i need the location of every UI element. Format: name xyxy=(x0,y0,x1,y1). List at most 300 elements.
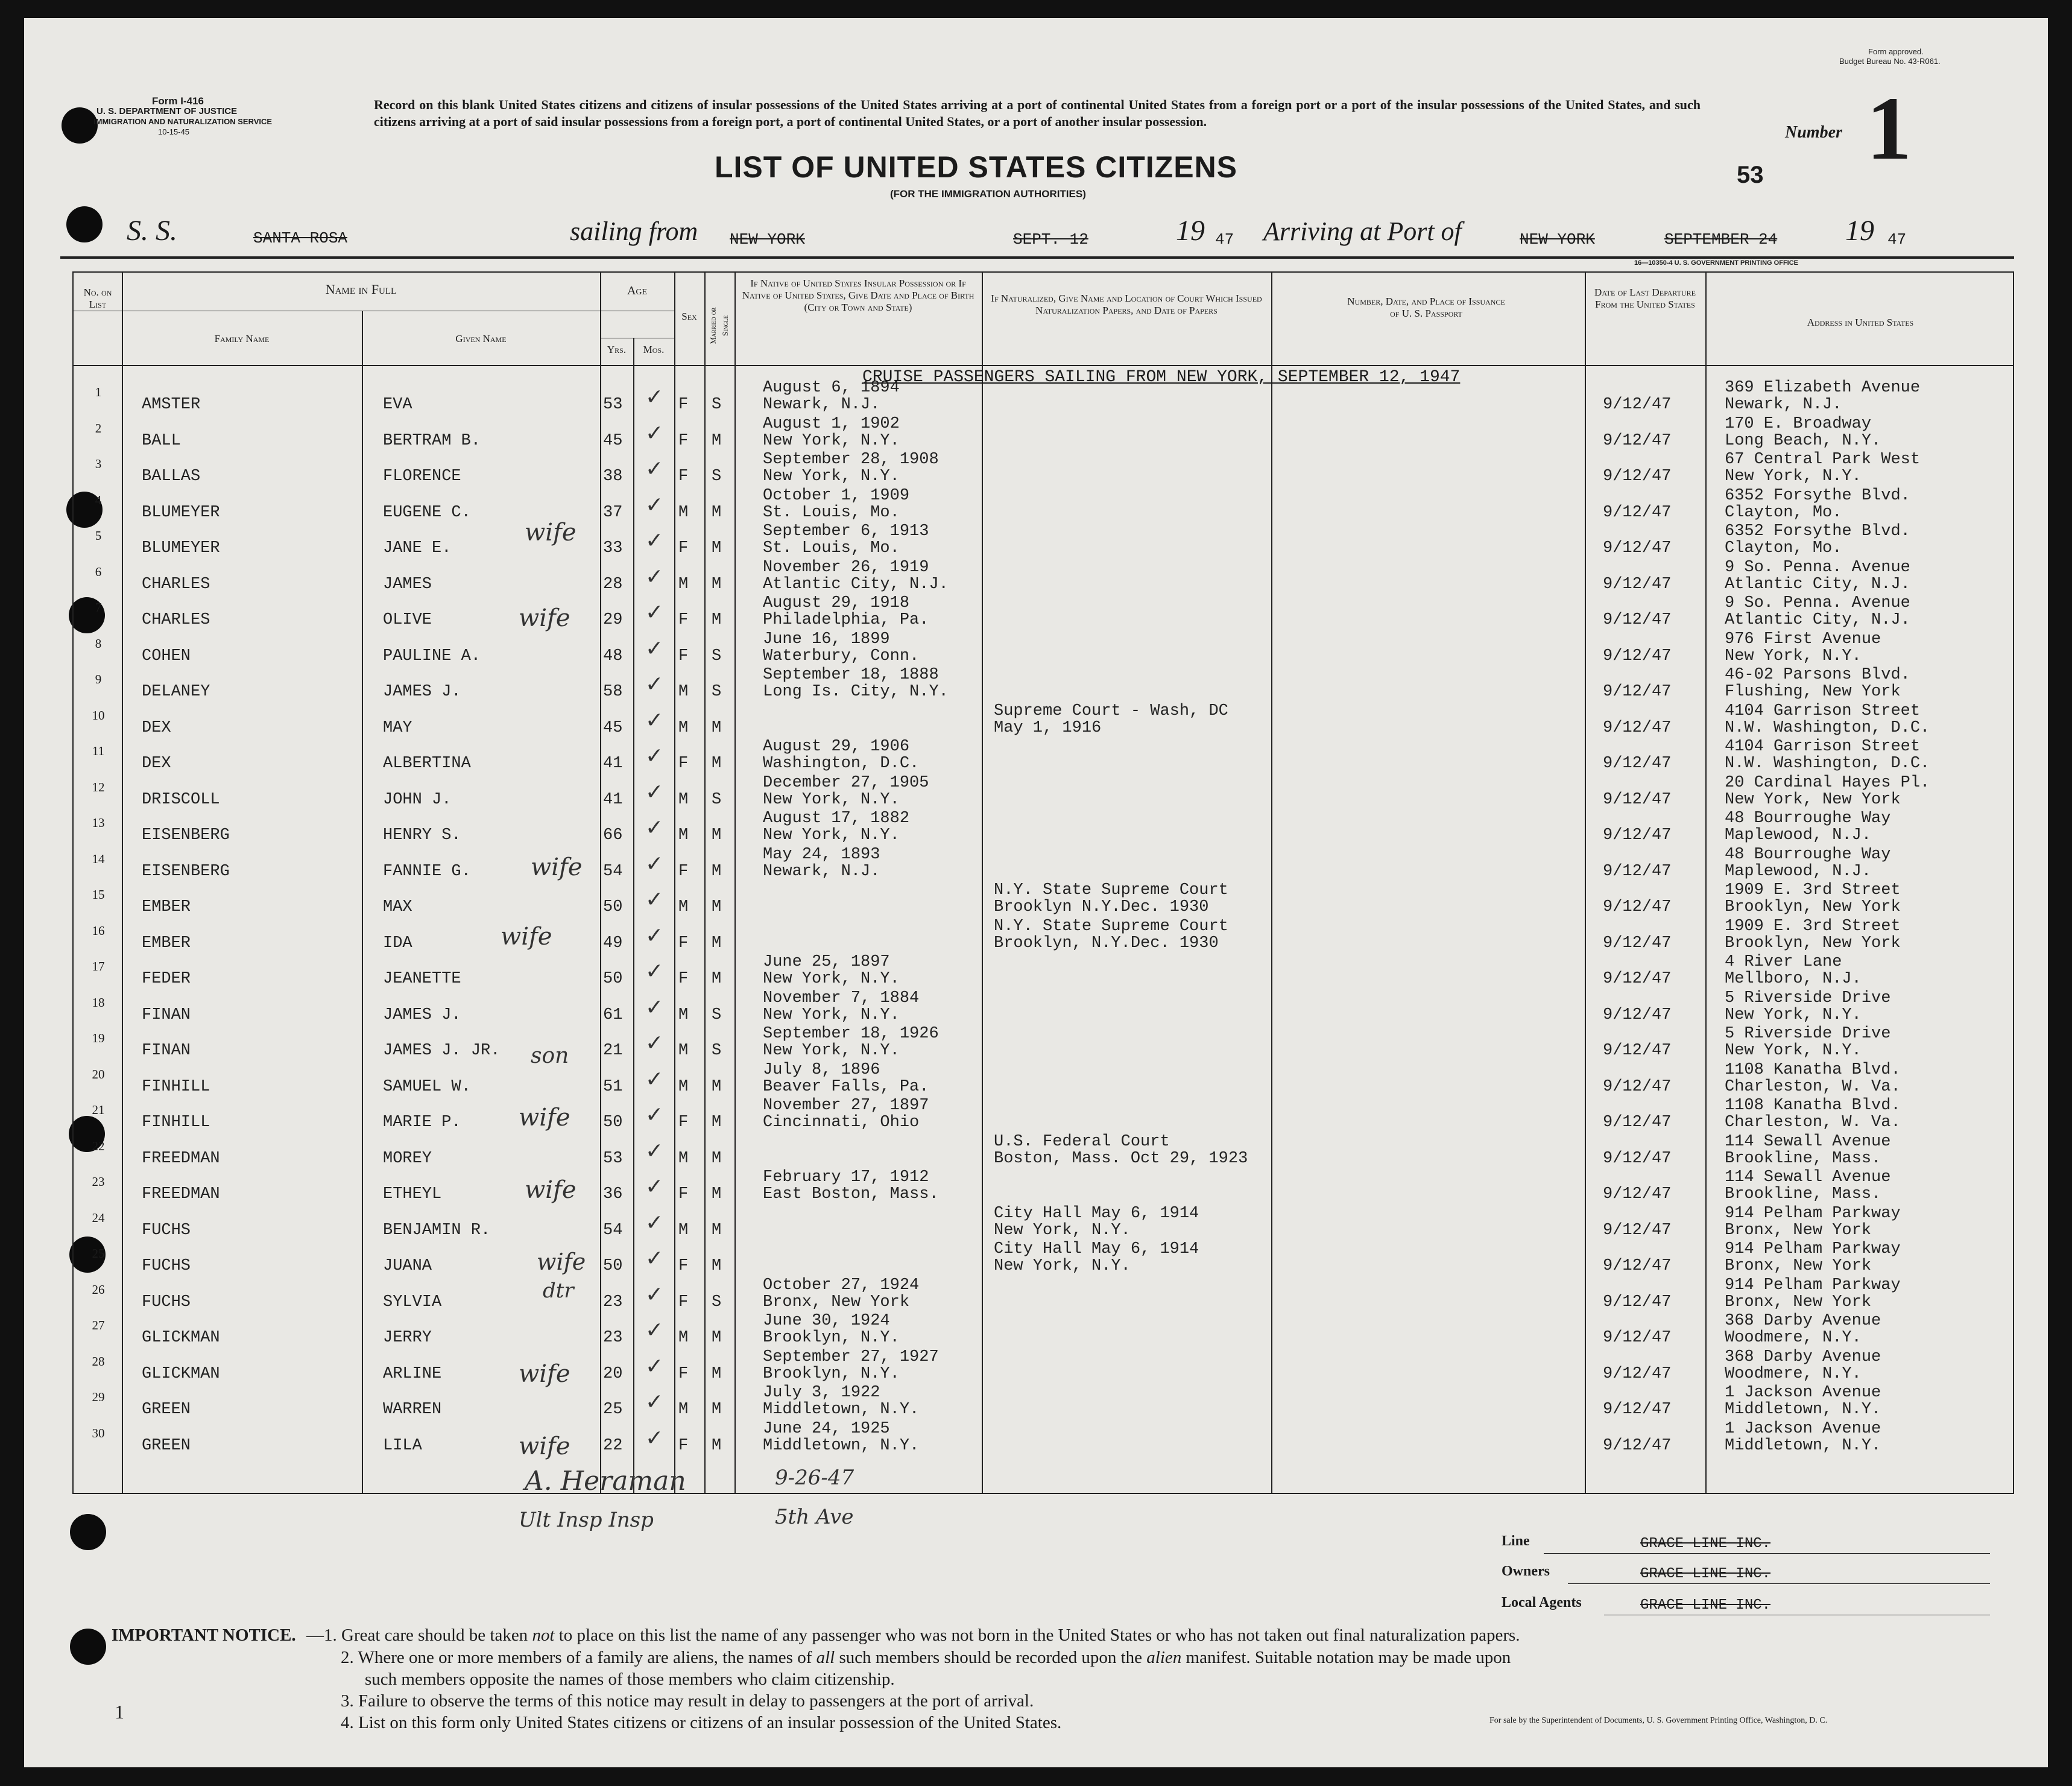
row-addr2: New York, N.Y. xyxy=(1725,467,1862,486)
table-top-rule xyxy=(72,271,2014,273)
row-addr1: 1 Jackson Avenue xyxy=(1725,1419,1881,1438)
row-family: FREEDMAN xyxy=(142,1149,220,1168)
row-birth1: February 17, 1912 xyxy=(763,1168,929,1186)
arrive-date: SEPTEMBER 24 xyxy=(1664,230,1778,249)
row-ms: M xyxy=(712,1401,722,1419)
row-age: 21 xyxy=(603,1042,623,1060)
row-given: JEANETTE xyxy=(383,970,461,988)
row-family: EMBER xyxy=(142,934,191,952)
row-sex: F xyxy=(678,862,689,881)
row-dep: 9/12/47 xyxy=(1603,718,1672,737)
row-addr1: 48 Bourroughe Way xyxy=(1725,809,1891,828)
row-sex: M xyxy=(678,1005,689,1024)
row-birth1: August 17, 1882 xyxy=(763,809,910,828)
punch-hole xyxy=(70,1629,106,1665)
notice-text: such members should be recorded upon the xyxy=(835,1648,1147,1667)
row-nat2: Brooklyn, N.Y.Dec. 1930 xyxy=(994,934,1219,952)
row-addr2: New York, N.Y. xyxy=(1725,647,1862,665)
col-rule xyxy=(72,271,74,1493)
row-ms: M xyxy=(712,575,722,594)
row-addr2: Clayton, Mo. xyxy=(1725,503,1842,522)
row-birth1: October 1, 1909 xyxy=(763,486,910,505)
row-ms: S xyxy=(712,1005,722,1024)
row-dep: 9/12/47 xyxy=(1603,755,1672,773)
row-addr1: 369 Elizabeth Avenue xyxy=(1725,379,1921,397)
row-sex: M xyxy=(678,1401,689,1419)
notice-item-3: 3. Failure to observe the terms of this notice may result in delay to passengers at the port of arrival. xyxy=(341,1691,1034,1711)
row-birth2: Washington, D.C. xyxy=(763,755,920,773)
punch-hole xyxy=(70,1514,106,1550)
row-birth1: November 27, 1897 xyxy=(763,1097,929,1115)
row-addr2: Bronx, New York xyxy=(1725,1221,1872,1240)
row-ms: M xyxy=(712,718,722,737)
row-addr2: Maplewood, N.J. xyxy=(1725,826,1872,844)
row-addr2: Long Beach, N.Y. xyxy=(1725,431,1881,450)
row-no: 12 xyxy=(92,779,105,794)
number-label: Number xyxy=(1785,123,1842,142)
owners-label: Owners xyxy=(1502,1563,1550,1579)
col-rule xyxy=(734,271,736,1493)
check-mark-icon: ✓ xyxy=(645,1103,664,1127)
from-port: NEW YORK xyxy=(730,230,805,249)
row-sex: F xyxy=(678,1113,689,1132)
row-dep: 9/12/47 xyxy=(1603,826,1672,844)
row-family: FEDER xyxy=(142,970,191,988)
row-dep: 9/12/47 xyxy=(1603,431,1672,450)
row-addr2: N.W. Washington, D.C. xyxy=(1725,718,1930,737)
row-family: FUCHS xyxy=(142,1257,191,1275)
line-value: GRACE LINE INC. xyxy=(1640,1536,1771,1552)
row-addr1: 914 Pelham Parkway xyxy=(1725,1240,1901,1258)
row-birth1: July 3, 1922 xyxy=(763,1384,880,1402)
col-rule xyxy=(122,271,123,1493)
row-nat2: New York, N.Y. xyxy=(994,1257,1131,1275)
notice-item-1 xyxy=(306,1626,1520,1645)
date-code: 10-15-45 xyxy=(158,127,190,136)
row-addr1: 1909 E. 3rd Street xyxy=(1725,917,1901,936)
row-given: JAMES J. JR. xyxy=(383,1042,501,1060)
row-sex: F xyxy=(678,1364,689,1383)
sail-date: SEPT. 12 xyxy=(1013,230,1088,249)
check-mark-icon: ✓ xyxy=(645,528,664,553)
row-no: 26 xyxy=(92,1282,105,1297)
row-nat1: U.S. Federal Court xyxy=(994,1132,1170,1151)
row-given: JOHN J. xyxy=(383,790,452,809)
col-rule xyxy=(674,271,675,1493)
row-given: JAMES xyxy=(383,575,432,594)
row-ms: M xyxy=(712,934,722,952)
header-no-on-list: No. on List xyxy=(83,287,112,310)
handwritten-note: wife xyxy=(501,923,552,951)
check-mark-icon: ✓ xyxy=(645,564,664,589)
notice-text: manifest. Suitable notation may be made upon xyxy=(1181,1648,1511,1667)
row-addr1: 9 So. Penna. Avenue xyxy=(1725,594,1910,612)
row-sex: M xyxy=(678,683,689,701)
notice-item-2 xyxy=(341,1648,1511,1668)
row-age: 23 xyxy=(603,1329,623,1347)
check-mark-icon: ✓ xyxy=(645,672,664,697)
row-family: DEX xyxy=(142,718,171,737)
row-birth2: East Boston, Mass. xyxy=(763,1185,939,1203)
budget-note: Budget Bureau No. 43-R061. xyxy=(1839,57,1941,66)
page-title: LIST OF UNITED STATES CITIZENS xyxy=(715,150,1238,184)
row-addr1: 4104 Garrison Street xyxy=(1725,738,1921,756)
row-addr2: Mellboro, N.J. xyxy=(1725,970,1862,988)
row-birth2: New York, N.Y. xyxy=(763,826,900,844)
row-dep: 9/12/47 xyxy=(1603,1257,1672,1275)
row-ms: M xyxy=(712,1221,722,1240)
row-given: MAY xyxy=(383,718,412,737)
row-no: 18 xyxy=(92,995,105,1010)
handwritten-note: wife xyxy=(531,853,583,881)
row-age: 41 xyxy=(603,755,623,773)
punch-hole xyxy=(62,107,98,144)
row-ms: S xyxy=(712,683,722,701)
row-addr1: 20 Cardinal Hayes Pl. xyxy=(1725,773,1930,792)
arrive-year-suffix: 47 xyxy=(1887,230,1907,249)
row-family: DRISCOLL xyxy=(142,790,220,809)
row-sex: F xyxy=(678,934,689,952)
row-age: 50 xyxy=(603,898,623,916)
row-addr1: 914 Pelham Parkway xyxy=(1725,1276,1901,1294)
row-nat2: New York, N.Y. xyxy=(994,1221,1131,1240)
check-mark-icon: ✓ xyxy=(645,1210,664,1235)
row-no: 3 xyxy=(95,457,102,471)
row-no: 27 xyxy=(92,1318,105,1332)
row-addr2: Atlantic City, N.J. xyxy=(1725,611,1910,629)
row-birth1: July 8, 1896 xyxy=(763,1060,880,1079)
row-dep: 9/12/47 xyxy=(1603,396,1672,414)
row-birth1: June 25, 1897 xyxy=(763,953,890,971)
row-addr2: Charleston, W. Va. xyxy=(1725,1113,1901,1132)
check-mark-icon: ✓ xyxy=(645,1174,664,1199)
row-birth2: Brooklyn, N.Y. xyxy=(763,1329,900,1347)
row-age: 22 xyxy=(603,1436,623,1455)
row-birth1: June 24, 1925 xyxy=(763,1419,890,1438)
row-dep: 9/12/47 xyxy=(1603,1364,1672,1383)
row-no: 13 xyxy=(92,815,105,830)
row-family: BALLAS xyxy=(142,467,201,486)
row-addr2: Charleston, W. Va. xyxy=(1725,1077,1901,1096)
row-age: 66 xyxy=(603,826,623,844)
notice-emphasis: all xyxy=(816,1648,835,1667)
row-ms: M xyxy=(712,898,722,916)
col-rule xyxy=(1705,271,1707,1493)
row-family: FINHILL xyxy=(142,1113,210,1132)
row-given: BENJAMIN R. xyxy=(383,1221,491,1240)
row-addr1: 1909 E. 3rd Street xyxy=(1725,881,1901,899)
check-mark-icon: ✓ xyxy=(645,708,664,733)
row-ms: M xyxy=(712,862,722,881)
header-mos: Mos. xyxy=(643,344,665,355)
handwritten-note: wife xyxy=(519,1104,570,1132)
check-mark-icon: ✓ xyxy=(645,779,664,805)
row-age: 54 xyxy=(603,862,623,881)
handwritten-note: wife xyxy=(519,604,570,632)
row-sex: F xyxy=(678,647,689,665)
row-age: 33 xyxy=(603,539,623,557)
row-no: 20 xyxy=(92,1066,105,1081)
row-ms: M xyxy=(712,539,722,557)
row-birth1: June 16, 1899 xyxy=(763,630,890,648)
row-addr2: Newark, N.J. xyxy=(1725,396,1842,414)
check-mark-icon: ✓ xyxy=(645,1138,664,1164)
row-age: 45 xyxy=(603,431,623,450)
notice-title: IMPORTANT NOTICE. xyxy=(112,1626,296,1645)
department: U. S. DEPARTMENT OF JUSTICE xyxy=(96,106,238,116)
row-given: LILA xyxy=(383,1436,422,1455)
page-subtitle: (FOR THE IMMIGRATION AUTHORITIES) xyxy=(890,188,1086,200)
row-birth2: Beaver Falls, Pa. xyxy=(763,1077,929,1096)
check-mark-icon: ✓ xyxy=(645,744,664,768)
row-nat1: City Hall May 6, 1914 xyxy=(994,1204,1199,1223)
punch-hole xyxy=(66,206,103,242)
row-birth1: August 29, 1906 xyxy=(763,738,910,756)
row-age: 41 xyxy=(603,790,623,809)
row-no: 16 xyxy=(92,923,105,938)
row-addr1: 368 Darby Avenue xyxy=(1725,1312,1881,1330)
row-addr1: 976 First Avenue xyxy=(1725,630,1881,648)
row-ms: M xyxy=(712,431,722,450)
row-birth2: New York, N.Y. xyxy=(763,970,900,988)
row-dep: 9/12/47 xyxy=(1603,1401,1672,1419)
col-rule xyxy=(362,311,363,1493)
row-addr1: 1 Jackson Avenue xyxy=(1725,1384,1881,1402)
row-addr1: 6352 Forsythe Blvd. xyxy=(1725,522,1910,540)
service: IMMIGRATION AND NATURALIZATION SERVICE xyxy=(93,117,273,126)
row-addr2: New York, New York xyxy=(1725,790,1901,809)
row-age: 29 xyxy=(603,611,623,629)
row-dep: 9/12/47 xyxy=(1603,970,1672,988)
row-given: PAULINE A. xyxy=(383,647,481,665)
line-rule xyxy=(1544,1553,1990,1554)
row-addr1: 114 Sewall Avenue xyxy=(1725,1132,1891,1151)
row-age: 51 xyxy=(603,1077,623,1096)
handwritten-note: wife xyxy=(537,1249,586,1275)
row-no: 8 xyxy=(95,636,102,651)
row-birth1: May 24, 1893 xyxy=(763,845,880,864)
row-age: 36 xyxy=(603,1185,623,1203)
row-family: EISENBERG xyxy=(142,862,230,881)
approval-note: Form approved. xyxy=(1868,47,1924,56)
row-given: JUANA xyxy=(383,1257,432,1275)
row-addr2: New York, N.Y. xyxy=(1725,1005,1862,1024)
check-mark-icon: ✓ xyxy=(645,887,664,912)
header-passport: Number, Date, and Place of Issuance of U. S. Passport xyxy=(1347,296,1505,319)
row-dep: 9/12/47 xyxy=(1603,862,1672,881)
handwritten-note: wife xyxy=(525,1176,576,1204)
row-dep: 9/12/47 xyxy=(1603,1185,1672,1203)
row-sex: M xyxy=(678,1221,689,1240)
row-given: EVA xyxy=(383,396,412,414)
row-no: 21 xyxy=(92,1103,105,1117)
row-addr1: 1108 Kanatha Blvd. xyxy=(1725,1060,1901,1079)
row-ms: M xyxy=(712,1329,722,1347)
row-age: 20 xyxy=(603,1364,623,1383)
row-birth2: New York, N.Y. xyxy=(763,1042,900,1060)
check-mark-icon: ✓ xyxy=(645,923,664,948)
row-addr2: Atlantic City, N.J. xyxy=(1725,575,1910,594)
row-given: JERRY xyxy=(383,1329,432,1347)
row-birth1: September 18, 1888 xyxy=(763,666,939,684)
row-addr2: Bronx, New York xyxy=(1725,1293,1872,1311)
row-dep: 9/12/47 xyxy=(1603,1005,1672,1024)
row-ms: S xyxy=(712,467,722,486)
agents-value: GRACE LINE INC. xyxy=(1640,1597,1771,1613)
row-age: 25 xyxy=(603,1401,623,1419)
row-addr1: 5 Riverside Drive xyxy=(1725,989,1891,1007)
row-nat2: Boston, Mass. Oct 29, 1923 xyxy=(994,1149,1248,1168)
notice-text: —1. Great care should be taken xyxy=(306,1626,532,1645)
row-family: GREEN xyxy=(142,1436,191,1455)
row-sex: F xyxy=(678,1185,689,1203)
row-age: 49 xyxy=(603,934,623,952)
row-addr1: 6352 Forsythe Blvd. xyxy=(1725,486,1910,505)
header-name-in-full: Name in Full xyxy=(325,282,397,297)
row-ms: M xyxy=(712,503,722,522)
header-married: Married or Single xyxy=(709,307,730,344)
table-bottom-rule xyxy=(72,1493,2014,1494)
row-ms: S xyxy=(712,1293,722,1311)
row-family: EMBER xyxy=(142,898,191,916)
row-family: CHARLES xyxy=(142,611,210,629)
row-age: 28 xyxy=(603,575,623,594)
row-no: 22 xyxy=(92,1138,105,1153)
row-nat1: Supreme Court - Wash, DC xyxy=(994,701,1228,720)
check-mark-icon: ✓ xyxy=(645,636,664,661)
year-prefix: 19 xyxy=(1176,215,1205,247)
check-mark-icon: ✓ xyxy=(645,385,664,410)
col-rule xyxy=(982,271,983,1493)
row-sex: F xyxy=(678,431,689,450)
row-family: FREEDMAN xyxy=(142,1185,220,1203)
row-age: 53 xyxy=(603,396,623,414)
row-no: 29 xyxy=(92,1390,105,1404)
row-ms: S xyxy=(712,1042,722,1060)
row-addr2: Brookline, Mass. xyxy=(1725,1149,1881,1168)
col-rule xyxy=(600,271,601,1493)
row-no: 23 xyxy=(92,1174,105,1189)
check-mark-icon: ✓ xyxy=(645,1031,664,1056)
row-given: SAMUEL W. xyxy=(383,1077,471,1096)
row-birth2: Newark, N.J. xyxy=(763,396,880,414)
row-addr1: 4 River Lane xyxy=(1725,953,1842,971)
row-addr1: 368 Darby Avenue xyxy=(1725,1347,1881,1366)
row-birth2: Cincinnati, Ohio xyxy=(763,1113,920,1132)
row-dep: 9/12/47 xyxy=(1603,1042,1672,1060)
header-address: Address in United States xyxy=(1807,317,1914,328)
row-sex: F xyxy=(678,1257,689,1275)
check-mark-icon: ✓ xyxy=(645,959,664,984)
row-given: IDA xyxy=(383,934,412,952)
row-dep: 9/12/47 xyxy=(1603,1293,1672,1311)
row-ms: M xyxy=(712,826,722,844)
row-given: SYLVIA xyxy=(383,1293,442,1311)
cruise-banner: CRUISE PASSENGERS SAILING FROM NEW YORK, SEPTEMBER 12, 1947 xyxy=(862,368,1461,387)
row-given: HENRY S. xyxy=(383,826,461,844)
row-no: 11 xyxy=(92,744,105,758)
row-sex: F xyxy=(678,467,689,486)
row-birth2: New York, N.Y. xyxy=(763,1005,900,1024)
row-birth1: August 6, 1894 xyxy=(763,379,900,397)
row-birth2: Bronx, New York xyxy=(763,1293,910,1311)
row-family: GREEN xyxy=(142,1401,191,1419)
row-ms: M xyxy=(712,1149,722,1168)
row-addr2: Flushing, New York xyxy=(1725,683,1901,701)
row-sex: M xyxy=(678,826,689,844)
row-sex: F xyxy=(678,396,689,414)
row-birth2: New York, N.Y. xyxy=(763,790,900,809)
header-age: Age xyxy=(627,284,648,297)
row-birth1: June 30, 1924 xyxy=(763,1312,890,1330)
row-family: DELANEY xyxy=(142,683,210,701)
row-sex: F xyxy=(678,611,689,629)
stamp-number: 53 xyxy=(1737,162,1764,188)
row-ms: M xyxy=(712,1364,722,1383)
row-addr2: Maplewood, N.J. xyxy=(1725,862,1872,881)
row-sex: M xyxy=(678,1077,689,1096)
row-age: 53 xyxy=(603,1149,623,1168)
row-addr2: Brookline, Mass. xyxy=(1725,1185,1881,1203)
row-age: 38 xyxy=(603,467,623,486)
row-sex: F xyxy=(678,539,689,557)
row-addr1: 48 Bourroughe Way xyxy=(1725,845,1891,864)
row-addr2: Clayton, Mo. xyxy=(1725,539,1842,557)
row-given: JANE E. xyxy=(383,539,452,557)
row-given: FANNIE G. xyxy=(383,862,471,881)
row-no: 9 xyxy=(95,672,102,686)
manifest-sheet xyxy=(24,18,2048,1767)
arriving-label: Arriving at Port of xyxy=(1263,217,1462,246)
row-birth1: December 27, 1905 xyxy=(763,773,929,792)
row-ms: S xyxy=(712,790,722,809)
arrive-year-prefix: 19 xyxy=(1845,215,1874,247)
notice-item-2-cont: such members opposite the names of those members who claim citizenship. xyxy=(365,1670,895,1689)
row-age: 45 xyxy=(603,718,623,737)
row-ms: M xyxy=(712,611,722,629)
row-given: ARLINE xyxy=(383,1364,442,1383)
row-age: 54 xyxy=(603,1221,623,1240)
row-birth2: Newark, N.J. xyxy=(763,862,880,881)
row-no: 4 xyxy=(95,492,102,507)
header-given-name: Given Name xyxy=(455,333,507,344)
handwritten-note: wife xyxy=(519,1360,570,1388)
row-no: 25 xyxy=(92,1246,105,1261)
row-addr1: 1108 Kanatha Blvd. xyxy=(1725,1097,1901,1115)
notice-text: 2. Where one or more members of a family are aliens, the names of xyxy=(341,1648,816,1667)
row-no: 1 xyxy=(95,385,102,399)
row-family: FUCHS xyxy=(142,1293,191,1311)
row-nat2: May 1, 1916 xyxy=(994,718,1102,737)
row-given: ALBERTINA xyxy=(383,755,471,773)
row-addr1: 4104 Garrison Street xyxy=(1725,701,1921,720)
row-sex: M xyxy=(678,790,689,809)
row-addr1: 5 Riverside Drive xyxy=(1725,1025,1891,1043)
row-no: 14 xyxy=(92,851,105,866)
sailing-label: sailing from xyxy=(570,217,698,246)
row-birth1: November 26, 1919 xyxy=(763,558,929,577)
row-ms: M xyxy=(712,970,722,988)
row-sex: F xyxy=(678,755,689,773)
row-sex: M xyxy=(678,575,689,594)
row-no: 30 xyxy=(92,1425,105,1440)
row-birth2: New York, N.Y. xyxy=(763,467,900,486)
row-birth2: St. Louis, Mo. xyxy=(763,539,900,557)
row-birth1: August 29, 1918 xyxy=(763,594,910,612)
row-dep: 9/12/47 xyxy=(1603,1149,1672,1168)
row-addr2: Brooklyn, New York xyxy=(1725,934,1901,952)
row-given: MARIE P. xyxy=(383,1113,461,1132)
